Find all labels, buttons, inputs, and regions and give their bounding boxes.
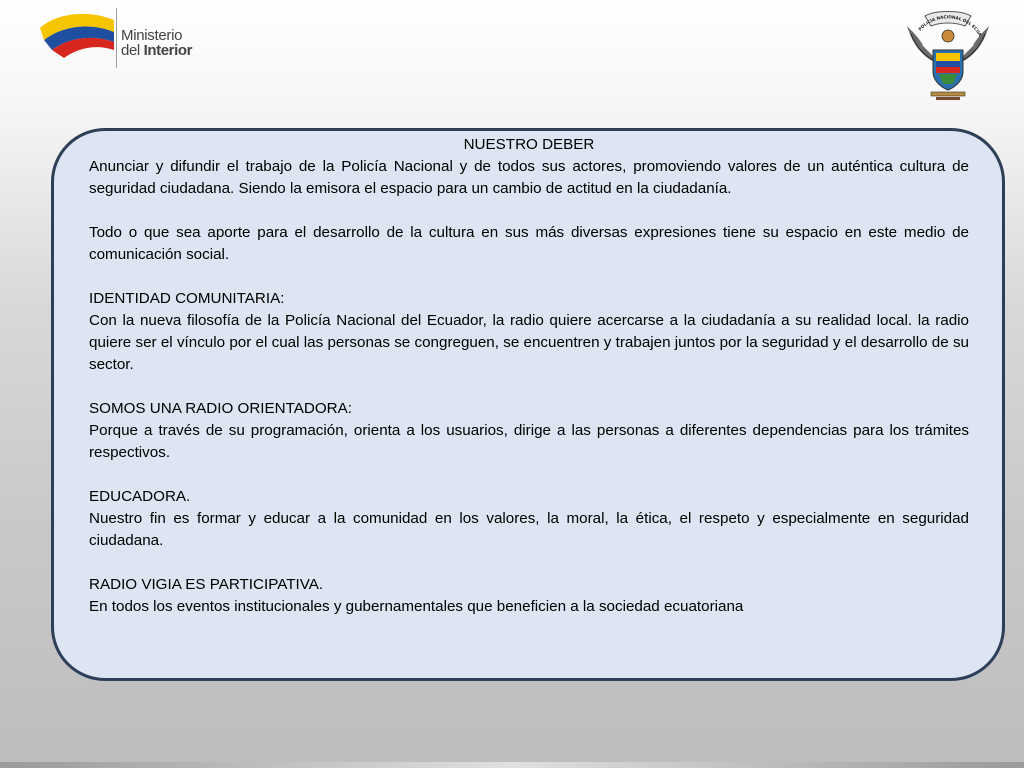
ministerio-line2 <box>121 43 192 58</box>
paragraph-deber-2: Todo o que sea aporte para el desarrollo de la cultura en sus más diversas expresiones tiene su espacio en este medio de comunicación social. <box>89 224 969 263</box>
paragraph-orientadora: Porque a través de su programación, orienta a los usuarios, dirige a las personas a diferentes dependencias para los trámites respectivos. <box>89 422 969 461</box>
heading-educadora: EDUCADORA. <box>89 488 191 505</box>
heading-radio-orientadora: SOMOS UNA RADIO ORIENTADORA: <box>89 400 352 417</box>
heading-participativa: RADIO VIGIA ES PARTICIPATIVA. <box>89 576 324 593</box>
paragraph-educadora: Nuestro fin es formar y educar a la comunidad en los valores, la moral, la ética, el respeto y especialmente en seguridad ciudadana. <box>89 510 969 549</box>
bottom-accent-bar <box>0 762 1024 768</box>
section-title-nuestro-deber: NUESTRO DEBER <box>463 136 595 153</box>
logo-divider <box>116 8 117 68</box>
ministerio-logo <box>38 6 198 72</box>
paragraph-deber-1: Anunciar y difundir el trabajo de la Policía Nacional y de todos sus actores, promoviendo valores de un auténtica cultura de seguridad ciudadana. Siendo la emisora el espacio para un cambio de actitud en la ciudadanía. <box>89 158 969 197</box>
mission-text <box>89 134 969 618</box>
ministerio-line1: Ministerio <box>121 27 183 44</box>
ministerio-wordmark <box>121 28 192 58</box>
ministerio-line2-interior: Interior <box>143 42 193 59</box>
flag-swoosh-icon <box>38 6 116 66</box>
police-shield-icon <box>903 6 993 102</box>
heading-identidad-comunitaria: IDENTIDAD COMUNITARIA: <box>89 290 285 307</box>
ministerio-line2-prefix: del <box>121 42 144 59</box>
paragraph-participativa: En todos los eventos institucionales y gubernamentales que beneficien a la sociedad ecuatoriana <box>89 598 744 615</box>
policia-nacional-emblem <box>903 6 993 102</box>
emblem-text: POLICIA NACIONAL DEL ECUA <box>917 14 983 37</box>
paragraph-identidad: Con la nueva filosofía de la Policía Nacional del Ecuador, la radio quiere acercarse a la ciudadanía a su realidad local. la radio quiere ser el vínculo por el cual las personas se congreguen, se encuentren y trabajen juntos por la seguridad y el desarrollo de su sector. <box>89 312 969 373</box>
